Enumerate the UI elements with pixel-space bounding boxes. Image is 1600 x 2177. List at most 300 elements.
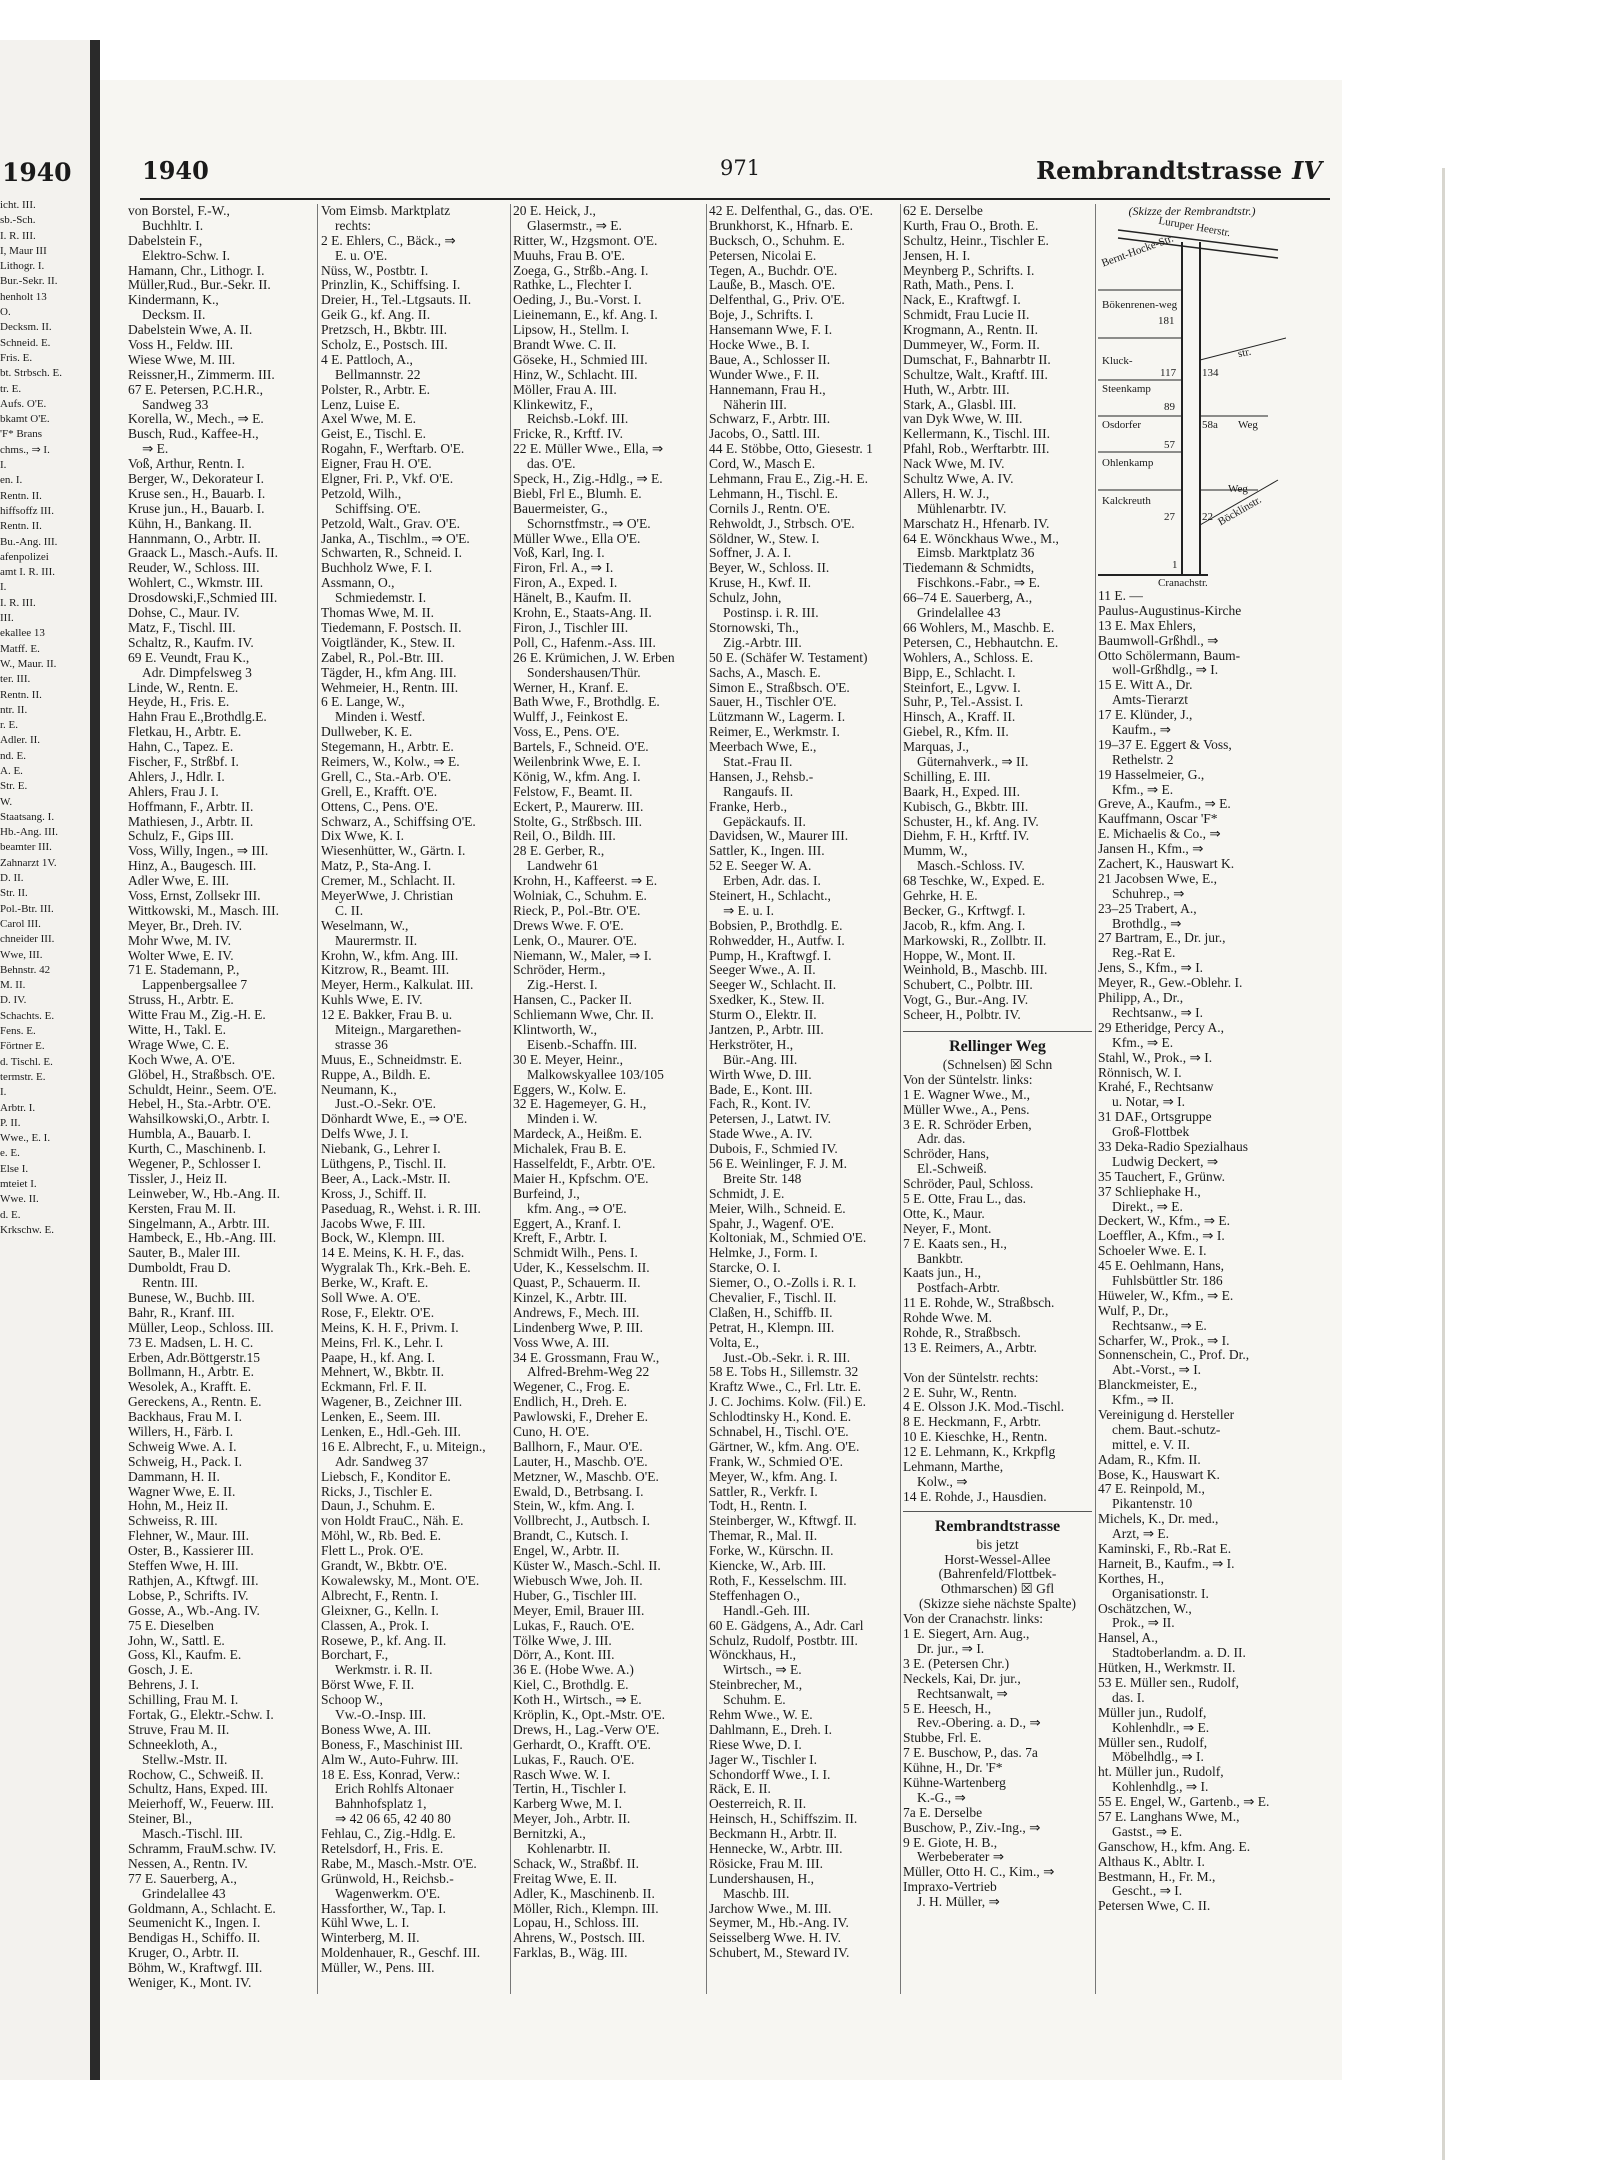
previous-page-line: Pol.-Btr. III. bbox=[0, 902, 54, 915]
previous-page-line: ntr. II. bbox=[0, 703, 28, 716]
directory-entry: Elgner, Fri. P., Vkf. O'E. bbox=[321, 472, 454, 487]
directory-entry: Arzt, ⇒ E. bbox=[1112, 1527, 1170, 1542]
previous-page-line: Aufs. O'E. bbox=[0, 397, 47, 410]
directory-entry: Stark, A., Glasbl. III. bbox=[903, 397, 1017, 412]
directory-entry: Reimer, E., Werkmstr. I. bbox=[709, 725, 840, 740]
directory-entry: Schneekloth, A., bbox=[128, 1737, 218, 1752]
column-2 bbox=[321, 204, 507, 1994]
map-label: Kluck- bbox=[1102, 355, 1133, 367]
directory-entry bbox=[903, 1356, 1092, 1371]
directory-entry: Niebank, G., Lehrer I. bbox=[321, 1142, 441, 1157]
directory-entry: Burfeind, J., bbox=[513, 1186, 580, 1201]
previous-page-line: Else I. bbox=[0, 1162, 29, 1175]
map-label: str. bbox=[1236, 345, 1253, 361]
previous-page-line: Wwe, III. bbox=[0, 948, 43, 961]
directory-entry: Jens, S., Kfm., ⇒ I. bbox=[1098, 961, 1204, 976]
directory-entry: woll-Grßhdlg., ⇒ I. bbox=[1112, 663, 1219, 678]
directory-entry: Gärtner, W., kfm. Ang. O'E. bbox=[709, 1439, 860, 1454]
directory-entry: Tiedemann, F. Postsch. II. bbox=[321, 620, 462, 635]
directory-entry: Lehmann, H., Tischl. E. bbox=[709, 486, 839, 501]
directory-entry: Pawlowski, F., Dreher E. bbox=[513, 1410, 649, 1425]
directory-entry: Starcke, O. I. bbox=[709, 1261, 781, 1276]
directory-entry: Wunder Wwe., F. II. bbox=[709, 367, 820, 382]
directory-entry: Jacobs Wwe, F. III. bbox=[321, 1216, 426, 1231]
directory-entry: Petzold, Wilh., bbox=[321, 486, 402, 501]
directory-entry: Hahn Frau E.,Brothdlg.E. bbox=[128, 710, 267, 725]
directory-entry: Kaufm., ⇒ bbox=[1112, 723, 1171, 738]
directory-entry: Hannemann, Frau H., bbox=[709, 382, 826, 397]
directory-entry: Dammann, H. II. bbox=[128, 1469, 220, 1484]
map-label: 22 bbox=[1202, 511, 1213, 523]
directory-entry: Berke, W., Kraft. E. bbox=[321, 1276, 429, 1291]
previous-page-line: Rentn. II. bbox=[0, 688, 42, 701]
directory-entry: Borchart, F., bbox=[321, 1648, 389, 1663]
directory-entry: Erich Rohlfs Altonaer bbox=[335, 1782, 454, 1797]
directory-entry: Fischkons.-Fabr., ⇒ E. bbox=[917, 576, 1041, 591]
directory-entry: Wirth Wwe, D. III. bbox=[709, 1067, 812, 1082]
directory-entry: Beer, A., Lack.-Mstr. II. bbox=[321, 1171, 451, 1186]
directory-entry: Jacobs, O., Sattl. III. bbox=[709, 427, 820, 442]
map-label: Bernt-Hocke-Str. bbox=[1100, 232, 1176, 270]
directory-entry: Adr. Dimpfelsweg 3 bbox=[142, 665, 252, 680]
directory-entry: Räck, E. II. bbox=[709, 1782, 771, 1797]
directory-entry: Nüss, W., Postbtr. I. bbox=[321, 263, 429, 278]
directory-entry: Kaats jun., H., bbox=[903, 1266, 981, 1281]
previous-page-line: d. Tischl. E. bbox=[0, 1055, 53, 1068]
directory-entry: Miteign., Margarethen- bbox=[335, 1022, 462, 1037]
directory-entry: Forke, W., Kürschn. II. bbox=[709, 1544, 834, 1559]
map-caption: (Skizze der Rembrandtstr.) bbox=[1128, 204, 1256, 218]
previous-page-line: chneider III. bbox=[0, 933, 55, 946]
directory-entry: Schramm, FrauM.schw. IV. bbox=[128, 1841, 277, 1856]
directory-entry: Frank, W., Schmied O'E. bbox=[709, 1454, 844, 1469]
directory-entry: ⇒ 42 06 65, 42 40 80 bbox=[335, 1812, 451, 1827]
directory-entry: Möhl, W., Rb. Bed. E. bbox=[321, 1529, 442, 1544]
previous-page-line: ekallee 13 bbox=[0, 627, 45, 640]
directory-entry: Dreier, H., Tel.-Ltgsauts. II. bbox=[321, 293, 472, 308]
directory-entry: 11 E. Rohde, W., Straßbsch. bbox=[903, 1296, 1055, 1311]
directory-entry: Rehm Wwe., W. E. bbox=[709, 1707, 813, 1722]
directory-entry: Ruppe, A., Bildh. E. bbox=[321, 1067, 431, 1082]
previous-page-line: d. E. bbox=[0, 1208, 21, 1221]
directory-entry: Hebel, H., Sta.-Arbtr. O'E. bbox=[128, 1097, 272, 1112]
column-1 bbox=[128, 204, 314, 1994]
directory-entry: Petrat, H., Klempn. III. bbox=[709, 1320, 835, 1335]
directory-entry: Brunkhorst, K., Hfnarb. E. bbox=[709, 218, 853, 233]
directory-entry: Bahnhofsplatz 1, bbox=[335, 1797, 427, 1812]
directory-entry: E. Michaelis & Co., ⇒ bbox=[1098, 827, 1221, 842]
map-label: Bökenrenen-weg bbox=[1102, 299, 1178, 311]
directory-entry: Rönnisch, W. I. bbox=[1098, 1065, 1182, 1080]
directory-entry: Kowalewsky, M., Mont. O'E. bbox=[321, 1573, 480, 1588]
directory-entry: Decksm. II. bbox=[142, 308, 206, 323]
page-number: 971 bbox=[720, 156, 761, 180]
directory-entry: Winterberg, M. II. bbox=[321, 1931, 420, 1946]
directory-entry: 77 E. Sauerberg, A., bbox=[128, 1871, 237, 1886]
previous-page-line: I. R. III. bbox=[0, 596, 36, 609]
directory-entry: Schoeler Wwe. E. I. bbox=[1098, 1244, 1207, 1259]
directory-entry: Harneit, B., Kaufm., ⇒ I. bbox=[1098, 1556, 1235, 1571]
directory-entry: 23–25 Trabert, A., bbox=[1098, 901, 1197, 916]
directory-entry: Brandt, C., Kutsch. I. bbox=[513, 1529, 629, 1544]
directory-entry: 8 E. Heckmann, F., Arbtr. bbox=[903, 1415, 1042, 1430]
directory-entry: Speck, H., Zig.-Hdlg., ⇒ E. bbox=[513, 472, 663, 487]
directory-entry: Sachs, A., Masch. E. bbox=[709, 665, 821, 680]
directory-entry: Reimers, W., Kolw., ⇒ E. bbox=[321, 754, 460, 769]
previous-page-line: I. R. III. bbox=[0, 229, 36, 242]
directory-entry: Rath, Math., Pens. I. bbox=[903, 278, 1014, 293]
directory-entry: Eisenb.-Schaffn. III. bbox=[527, 1037, 637, 1052]
directory-entry: Bath Wwe, F., Brothdlg. E. bbox=[513, 695, 660, 710]
directory-entry: Geik G., kf. Ang. II. bbox=[321, 308, 431, 323]
directory-entry: Dönhardt Wwe, E., ⇒ O'E. bbox=[321, 1112, 468, 1127]
directory-entry: Schmiedemstr. I. bbox=[335, 591, 427, 606]
directory-entry: 60 E. Gädgens, A., Adr. Carl bbox=[709, 1618, 864, 1633]
directory-entry: 37 Schliephake H., bbox=[1098, 1184, 1201, 1199]
directory-entry: Graack L., Masch.-Aufs. II. bbox=[128, 546, 278, 561]
directory-entry: Maschb. III. bbox=[723, 1886, 790, 1901]
directory-entry: Kreft, F., Arbtr. I. bbox=[513, 1231, 608, 1246]
directory-entry: Gescht., ⇒ I. bbox=[1112, 1884, 1183, 1899]
directory-entry: Lundershausen, H., bbox=[709, 1871, 814, 1886]
directory-entry: 15 E. Witt A., Dr. bbox=[1098, 678, 1193, 693]
previous-page-line: tr. E. bbox=[0, 382, 22, 395]
directory-entry: Hütken, H., Werkmstr. II. bbox=[1098, 1661, 1236, 1676]
directory-entry: Gosse, A., Wb.-Ang. IV. bbox=[128, 1603, 260, 1618]
directory-entry: Berger, W., Dekorateur I. bbox=[128, 472, 265, 487]
directory-entry: Leinweber, W., Hb.-Ang. II. bbox=[128, 1186, 281, 1201]
directory-entry: 57 E. Langhans Wwe, M., bbox=[1098, 1810, 1240, 1825]
directory-entry: Michels, K., Dr. med., bbox=[1098, 1512, 1219, 1527]
directory-entry: Schulz, Rudolf, Postbtr. III. bbox=[709, 1633, 858, 1648]
directory-entry: u. Notar, ⇒ I. bbox=[1112, 1095, 1186, 1110]
directory-entry: Sxedker, K., Stew. II. bbox=[709, 993, 825, 1008]
directory-entry: Oster, B., Kassierer III. bbox=[128, 1544, 254, 1559]
directory-entry: Endlich, H., Dreh. E. bbox=[513, 1395, 627, 1410]
directory-entry: Kellermann, K., Tischl. III. bbox=[903, 427, 1050, 442]
directory-entry: strasse 36 bbox=[335, 1037, 388, 1052]
directory-entry: Fuhlsbüttler Str. 186 bbox=[1112, 1273, 1223, 1288]
directory-entry: Albrecht, F., Rentn. I. bbox=[321, 1588, 439, 1603]
directory-entry: Muus, E., Schneidmstr. E. bbox=[321, 1052, 462, 1067]
directory-entry: Althaus K., Abltr. I. bbox=[1098, 1854, 1205, 1869]
directory-entry: Bestmann, H., Fr. M., bbox=[1098, 1869, 1216, 1884]
directory-entry: 14 E. Rohde, J., Hausdien. bbox=[903, 1489, 1047, 1504]
directory-entry: ⇒ E. u. I. bbox=[723, 903, 775, 918]
directory-entry: 45 E. Oehlmann, Hans, bbox=[1098, 1259, 1224, 1274]
directory-entry: Fehlau, C., Zig.-Hdlg. E. bbox=[321, 1827, 456, 1842]
directory-entry: Biebl, Frl E., Blumh. E. bbox=[513, 486, 642, 501]
directory-entry: Cord, W., Masch E. bbox=[709, 457, 816, 472]
column-divider bbox=[1095, 204, 1096, 1994]
section-intro-line: bis jetzt bbox=[976, 1537, 1019, 1552]
directory-entry: Boness Wwe, A. III. bbox=[321, 1722, 431, 1737]
directory-entry: Mumm, W., bbox=[903, 844, 968, 859]
previous-page-line: sb.-Sch. bbox=[0, 214, 36, 227]
directory-entry: Linde, W., Rentn. E. bbox=[128, 680, 239, 695]
directory-entry: Dörr, A., Kont. III. bbox=[513, 1648, 615, 1663]
directory-entry: Lehmann, Marthe, bbox=[903, 1460, 1004, 1475]
directory-entry: 35 Tauchert, F., Grünw. bbox=[1098, 1169, 1225, 1184]
previous-page-text bbox=[0, 198, 86, 1238]
directory-entry: Müller sen., Rudolf, bbox=[1098, 1735, 1208, 1750]
directory-entry: Otto Schölermann, Baum- bbox=[1098, 648, 1241, 663]
directory-entry: Mathiesen, J., Arbtr. II. bbox=[128, 814, 254, 829]
directory-entry: Meyer, Emil, Brauer III. bbox=[513, 1603, 645, 1618]
previous-page-line: A. E. bbox=[0, 764, 23, 777]
directory-entry: ⇒ E. bbox=[142, 442, 169, 457]
directory-entry: Steinert, H., Schlacht., bbox=[709, 888, 831, 903]
directory-entry: Schmidt, Frau Lucie II. bbox=[903, 308, 1030, 323]
directory-entry: Seeger Wwe., A. II. bbox=[709, 963, 816, 978]
directory-entry: Söldner, W., Stew. I. bbox=[709, 531, 820, 546]
directory-entry: Loeffler, A., Kfm., ⇒ I. bbox=[1098, 1229, 1225, 1244]
directory-entry: Firon, A., Exped. I. bbox=[513, 576, 618, 591]
directory-entry: 2 E. Ehlers, C., Bäck., ⇒ bbox=[321, 233, 456, 248]
directory-entry: chem. Baut.-schutz- bbox=[1112, 1422, 1221, 1437]
directory-entry: 68 Teschke, W., Exped. E. bbox=[903, 874, 1045, 889]
rellinger-weg-entries bbox=[903, 1073, 1092, 1505]
previous-page-line: Förtner E. bbox=[0, 1040, 45, 1053]
directory-entry: Korthes, H., bbox=[1098, 1571, 1164, 1586]
directory-entry: Matz, P., Sta-Ang. I. bbox=[321, 859, 432, 874]
map-label: Böcklinstr. bbox=[1215, 493, 1264, 529]
directory-entry: Werkmstr. i. R. II. bbox=[335, 1663, 433, 1678]
directory-entry: Bucksch, O., Schuhm. E. bbox=[709, 233, 845, 248]
directory-entry: Tiedemann & Schmidts, bbox=[903, 561, 1035, 576]
previous-page-line: bt. Strbsch. E. bbox=[0, 367, 63, 380]
map-label: Kalckreuth bbox=[1102, 495, 1151, 507]
directory-entry: Lipsow, H., Stellm. I. bbox=[513, 323, 630, 338]
directory-entry: Amts-Tierarzt bbox=[1112, 693, 1188, 708]
directory-entry: Metzner, W., Maschb. O'E. bbox=[513, 1469, 659, 1484]
directory-entry: Struss, H., Arbtr. E. bbox=[128, 993, 234, 1008]
previous-page-line: Decksm. II. bbox=[0, 321, 52, 334]
directory-entry: Busch, Rud., Kaffee-H., bbox=[128, 427, 259, 442]
directory-entry: Delfs Wwe, J. I. bbox=[321, 1127, 409, 1142]
directory-entry: Erben, Adr. das. I. bbox=[723, 874, 821, 889]
previous-page-line: amt I. R. III. bbox=[0, 566, 55, 579]
directory-entry: Lappenbergsallee 7 bbox=[142, 978, 248, 993]
directory-entry: Kauffmann, Oscar 'F* bbox=[1098, 812, 1218, 827]
directory-entry: 20 E. Heick, J., bbox=[513, 204, 596, 218]
directory-entry: Rohde, R., Straßbsch. bbox=[903, 1326, 1021, 1341]
directory-entry: Reichsb.-Lokf. III. bbox=[527, 412, 629, 427]
directory-entry: Buschow, P., Ziv.-Ing., ⇒ bbox=[903, 1820, 1041, 1835]
map-label: Ohlenkamp bbox=[1102, 457, 1154, 469]
directory-entry: 4 E. Olsson J.K. Mod.-Tischl. bbox=[903, 1400, 1065, 1415]
directory-entry: Humbla, A., Bauarb. I. bbox=[128, 1127, 251, 1142]
directory-entry: 29 Etheridge, Percy A., bbox=[1098, 1020, 1224, 1035]
directory-entry: Baumwoll-Grßhdl., ⇒ bbox=[1098, 633, 1219, 648]
column-divider bbox=[510, 204, 511, 1994]
directory-entry: Meerbach Wwe, E., bbox=[709, 740, 817, 755]
directory-entry: Gehrke, H. E. bbox=[903, 888, 978, 903]
directory-entry: Rochow, C., Schweiß. II. bbox=[128, 1767, 264, 1782]
previous-page-line: hiffsoffz III. bbox=[0, 504, 54, 517]
map-label: Luruper Heerstr. bbox=[1157, 214, 1232, 240]
directory-entry: Helmke, J., Form. I. bbox=[709, 1246, 818, 1261]
directory-entry: Lobse, P., Schrifts. IV. bbox=[128, 1588, 249, 1603]
directory-entry: Beckmann H., Arbtr. II. bbox=[709, 1827, 837, 1842]
directory-entry: Möbelhdlg., ⇒ I. bbox=[1112, 1750, 1204, 1765]
directory-entry: Schaltz, R., Kaufm. IV. bbox=[128, 635, 254, 650]
directory-entry: Becker, G., Krftwgf. I. bbox=[903, 903, 1026, 918]
directory-entry: Baue, A., Schlosser II. bbox=[709, 352, 831, 367]
map-label: Cranachstr. bbox=[1158, 577, 1208, 589]
directory-entry: John, W., Sattl. E. bbox=[128, 1633, 225, 1648]
directory-entry: Heinsch, H., Schiffszim. II. bbox=[709, 1812, 858, 1827]
directory-entry: Petersen, J., Latwt. IV. bbox=[709, 1112, 831, 1127]
directory-entry: Firon, J., Tischler III. bbox=[513, 620, 629, 635]
directory-entry: Glasermstr., ⇒ E. bbox=[527, 218, 622, 233]
directory-entry: 7 E. Buschow, P., das. 7a bbox=[903, 1746, 1038, 1761]
directory-entry: Rechtsanwalt, ⇒ bbox=[917, 1686, 1008, 1701]
directory-entry: El.-Schweiß. bbox=[917, 1162, 987, 1177]
directory-entry: Ahlers, Frau J. I. bbox=[128, 784, 219, 799]
directory-entry: Michalek, Frau B. E. bbox=[513, 1142, 627, 1157]
directory-entry: Seumenicht K., Ingen. I. bbox=[128, 1916, 261, 1931]
directory-entry: Wagner Wwe, E. II. bbox=[128, 1484, 236, 1499]
directory-entry: Backhaus, Frau M. I. bbox=[128, 1410, 242, 1425]
directory-entry: 6 E. Lange, W., bbox=[321, 695, 405, 710]
directory-entry: Sonnenschein, C., Prof. Dr., bbox=[1098, 1348, 1250, 1363]
directory-entry: Voss, Willy, Ingen., ⇒ III. bbox=[128, 844, 269, 859]
directory-entry: Von der Süntelstr. rechts: bbox=[903, 1370, 1039, 1385]
directory-entry: Hinz, W., Schlacht. III. bbox=[513, 367, 638, 382]
previous-page-line: I, Maur III bbox=[0, 244, 47, 257]
directory-entry: Schack, W., Straßbf. II. bbox=[513, 1856, 639, 1871]
directory-entry: Fletkau, H., Arbtr. E. bbox=[128, 725, 242, 740]
directory-entry: Bose, K., Hauswart K. bbox=[1098, 1467, 1220, 1482]
directory-entry: Eggers, W., Kolw. E. bbox=[513, 1082, 627, 1097]
directory-entry: 19–37 E. Eggert & Voss, bbox=[1098, 737, 1232, 752]
page-edge bbox=[1442, 168, 1445, 2160]
directory-entry: Rösicke, Frau M. III. bbox=[709, 1856, 823, 1871]
year-label: 1940 bbox=[142, 156, 209, 185]
directory-entry: Uder, K., Kesselschm. II. bbox=[513, 1261, 650, 1276]
map-label: Weg bbox=[1228, 483, 1248, 495]
directory-entry: Diehm, F. H., Krftf. IV. bbox=[903, 829, 1030, 844]
directory-entry: Matz, F., Tischl. III. bbox=[128, 620, 236, 635]
directory-entry: Goldmann, A., Schlacht. E. bbox=[128, 1901, 276, 1916]
directory-entry: ht. Müller jun., Rudolf, bbox=[1098, 1765, 1224, 1780]
directory-entry: Wulf, P., Dr., bbox=[1098, 1303, 1169, 1318]
directory-entry: Eckert, P., Maurerw. III. bbox=[513, 799, 644, 814]
directory-entry: Müller jun., Rudolf, bbox=[1098, 1705, 1207, 1720]
directory-entry: Wohlert, C., Wkmstr. III. bbox=[128, 576, 264, 591]
directory-entry: Voss, E., Pens. O'E. bbox=[513, 725, 620, 740]
directory-entry: Assmann, O., bbox=[321, 576, 395, 591]
directory-entry: Ricks, J., Tischler E. bbox=[321, 1484, 433, 1499]
directory-entry: Wiese Wwe, M. III. bbox=[128, 352, 236, 367]
directory-entry: Schröder, Herm., bbox=[513, 963, 606, 978]
directory-entry: Koch Wwe, A. O'E. bbox=[128, 1052, 236, 1067]
page-header bbox=[140, 150, 1330, 190]
directory-entry: Cornils J., Rentn. O'E. bbox=[709, 501, 831, 516]
directory-entry: Hinz, A., Baugesch. III. bbox=[128, 859, 257, 874]
directory-entry: Hoppe, W., Mont. II. bbox=[903, 948, 1016, 963]
directory-entry: Weniger, K., Mont. IV. bbox=[128, 1975, 252, 1990]
directory-entry: Bür.-Ang. III. bbox=[723, 1052, 798, 1067]
directory-entry: Schultze, Walt., Kraftf. III. bbox=[903, 367, 1048, 382]
directory-entry: Stolte, G., Strßbsch. III. bbox=[513, 814, 642, 829]
directory-entry: 9 E. Giote, H. B., bbox=[903, 1835, 998, 1850]
previous-page-line: Hb.-Ang. III. bbox=[0, 826, 59, 839]
directory-entry: Meyer, Herm., Kalkulat. III. bbox=[321, 978, 474, 993]
directory-entry: 50 E. (Schäfer W. Testament) bbox=[709, 650, 868, 665]
directory-entry: Dahlmann, E., Dreh. I. bbox=[709, 1722, 832, 1737]
directory-entry: Hamann, Chr., Lithogr. I. bbox=[128, 263, 265, 278]
directory-entry: Schondorff Wwe., I. I. bbox=[709, 1767, 831, 1782]
directory-entry: Kruse sen., H., Bauarb. I. bbox=[128, 486, 266, 501]
directory-entry: Adr. das. bbox=[917, 1132, 966, 1147]
directory-entry: Hansen, C., Packer II. bbox=[513, 993, 632, 1008]
previous-page-line: nd. E. bbox=[0, 749, 26, 762]
directory-entry: Wirtsch., ⇒ E. bbox=[723, 1663, 802, 1678]
directory-entry: Maier H., Kpfschm. O'E. bbox=[513, 1171, 649, 1186]
previous-page-line: chms., ⇒ I. bbox=[0, 443, 50, 456]
directory-entry: Kohlenhdlg., ⇒ I. bbox=[1112, 1780, 1209, 1795]
directory-entry: Wohlers, A., Schloss. E. bbox=[903, 650, 1034, 665]
directory-entry: 62 E. Derselbe bbox=[903, 204, 983, 218]
directory-entry: Schilling, Frau M. I. bbox=[128, 1693, 239, 1708]
directory-entry: Steffenhagen O., bbox=[709, 1588, 800, 1603]
directory-entry: Werbeberater ⇒ bbox=[917, 1850, 1005, 1865]
directory-entry: Adam, R., Kfm. II. bbox=[1098, 1452, 1201, 1467]
directory-entry: Hennecke, W., Arbtr. III. bbox=[709, 1841, 843, 1856]
previous-page-line: Str. E. bbox=[0, 780, 28, 793]
directory-entry: Kühne, H., Dr. 'F* bbox=[903, 1761, 1003, 1776]
directory-entry: 36 E. (Hobe Wwe. A.) bbox=[513, 1663, 634, 1678]
directory-entry: Quast, P., Schauerm. II. bbox=[513, 1276, 641, 1291]
directory-entry: Farklas, B., Wäg. III. bbox=[513, 1946, 628, 1961]
directory-entry: Dumschat, F., Bahnarbtr II. bbox=[903, 352, 1051, 367]
directory-entry: Philipp, A., Dr., bbox=[1098, 991, 1184, 1006]
directory-entry: Schuster, H., kf. Ang. IV. bbox=[903, 814, 1039, 829]
directory-entry: Greve, A., Kaufm., ⇒ E. bbox=[1098, 797, 1231, 812]
previous-page-line: Wwe., E. I. bbox=[0, 1132, 51, 1145]
header-rule bbox=[140, 198, 1330, 200]
directory-entry: Paulus-Augustinus-Kirche bbox=[1098, 603, 1242, 618]
directory-entry: Schweig, H., Pack. I. bbox=[128, 1454, 242, 1469]
directory-entry: 13 E. Max Ehlers, bbox=[1098, 618, 1196, 633]
directory-entry: Rev.-Obering. a. D., ⇒ bbox=[917, 1716, 1041, 1731]
directory-entry: Zabel, R., Pol.-Btr. III. bbox=[321, 650, 444, 665]
directory-entry: Lauter, H., Maschb. O'E. bbox=[513, 1454, 648, 1469]
directory-entry: Grell, E., Krafft. O'E. bbox=[321, 784, 438, 799]
directory-entry: Lenken, E., Seem. III. bbox=[321, 1410, 441, 1425]
column-4 bbox=[709, 204, 898, 1994]
directory-entry: 1 E. Siegert, Arn. Aug., bbox=[903, 1627, 1030, 1642]
directory-entry: Grindelallee 43 bbox=[142, 1886, 226, 1901]
directory-entry: Markowski, R., Zollbtr. II. bbox=[903, 933, 1047, 948]
directory-entry: Kolw., ⇒ bbox=[917, 1474, 968, 1489]
directory-entry: Schultz, Heinr., Tischler E. bbox=[903, 233, 1049, 248]
directory-entry: Hüweler, W., Kfm., ⇒ E. bbox=[1098, 1288, 1234, 1303]
previous-page-line: henholt 13 bbox=[0, 290, 47, 303]
directory-entry: Dabelstein Wwe, A. II. bbox=[128, 323, 253, 338]
directory-entry: Fricke, R., Krftf. IV. bbox=[513, 427, 623, 442]
directory-entry: Oschätzchen, W., bbox=[1098, 1601, 1192, 1616]
directory-entry: 67 E. Petersen, P.C.H.R., bbox=[128, 382, 263, 397]
directory-entry: Tissler, J., Heiz II. bbox=[128, 1171, 228, 1186]
directory-entry: Schubert, C., Polbtr. III. bbox=[903, 978, 1033, 993]
directory-entry: Schlodtinsky H., Kond. E. bbox=[709, 1410, 852, 1425]
directory-entry: Kohlenhdlr., ⇒ E. bbox=[1112, 1720, 1210, 1735]
directory-entry: Niemann, W., Maler, ⇒ I. bbox=[513, 948, 652, 963]
directory-entry: 64 E. Wönckhaus Wwe., M., bbox=[903, 531, 1059, 546]
